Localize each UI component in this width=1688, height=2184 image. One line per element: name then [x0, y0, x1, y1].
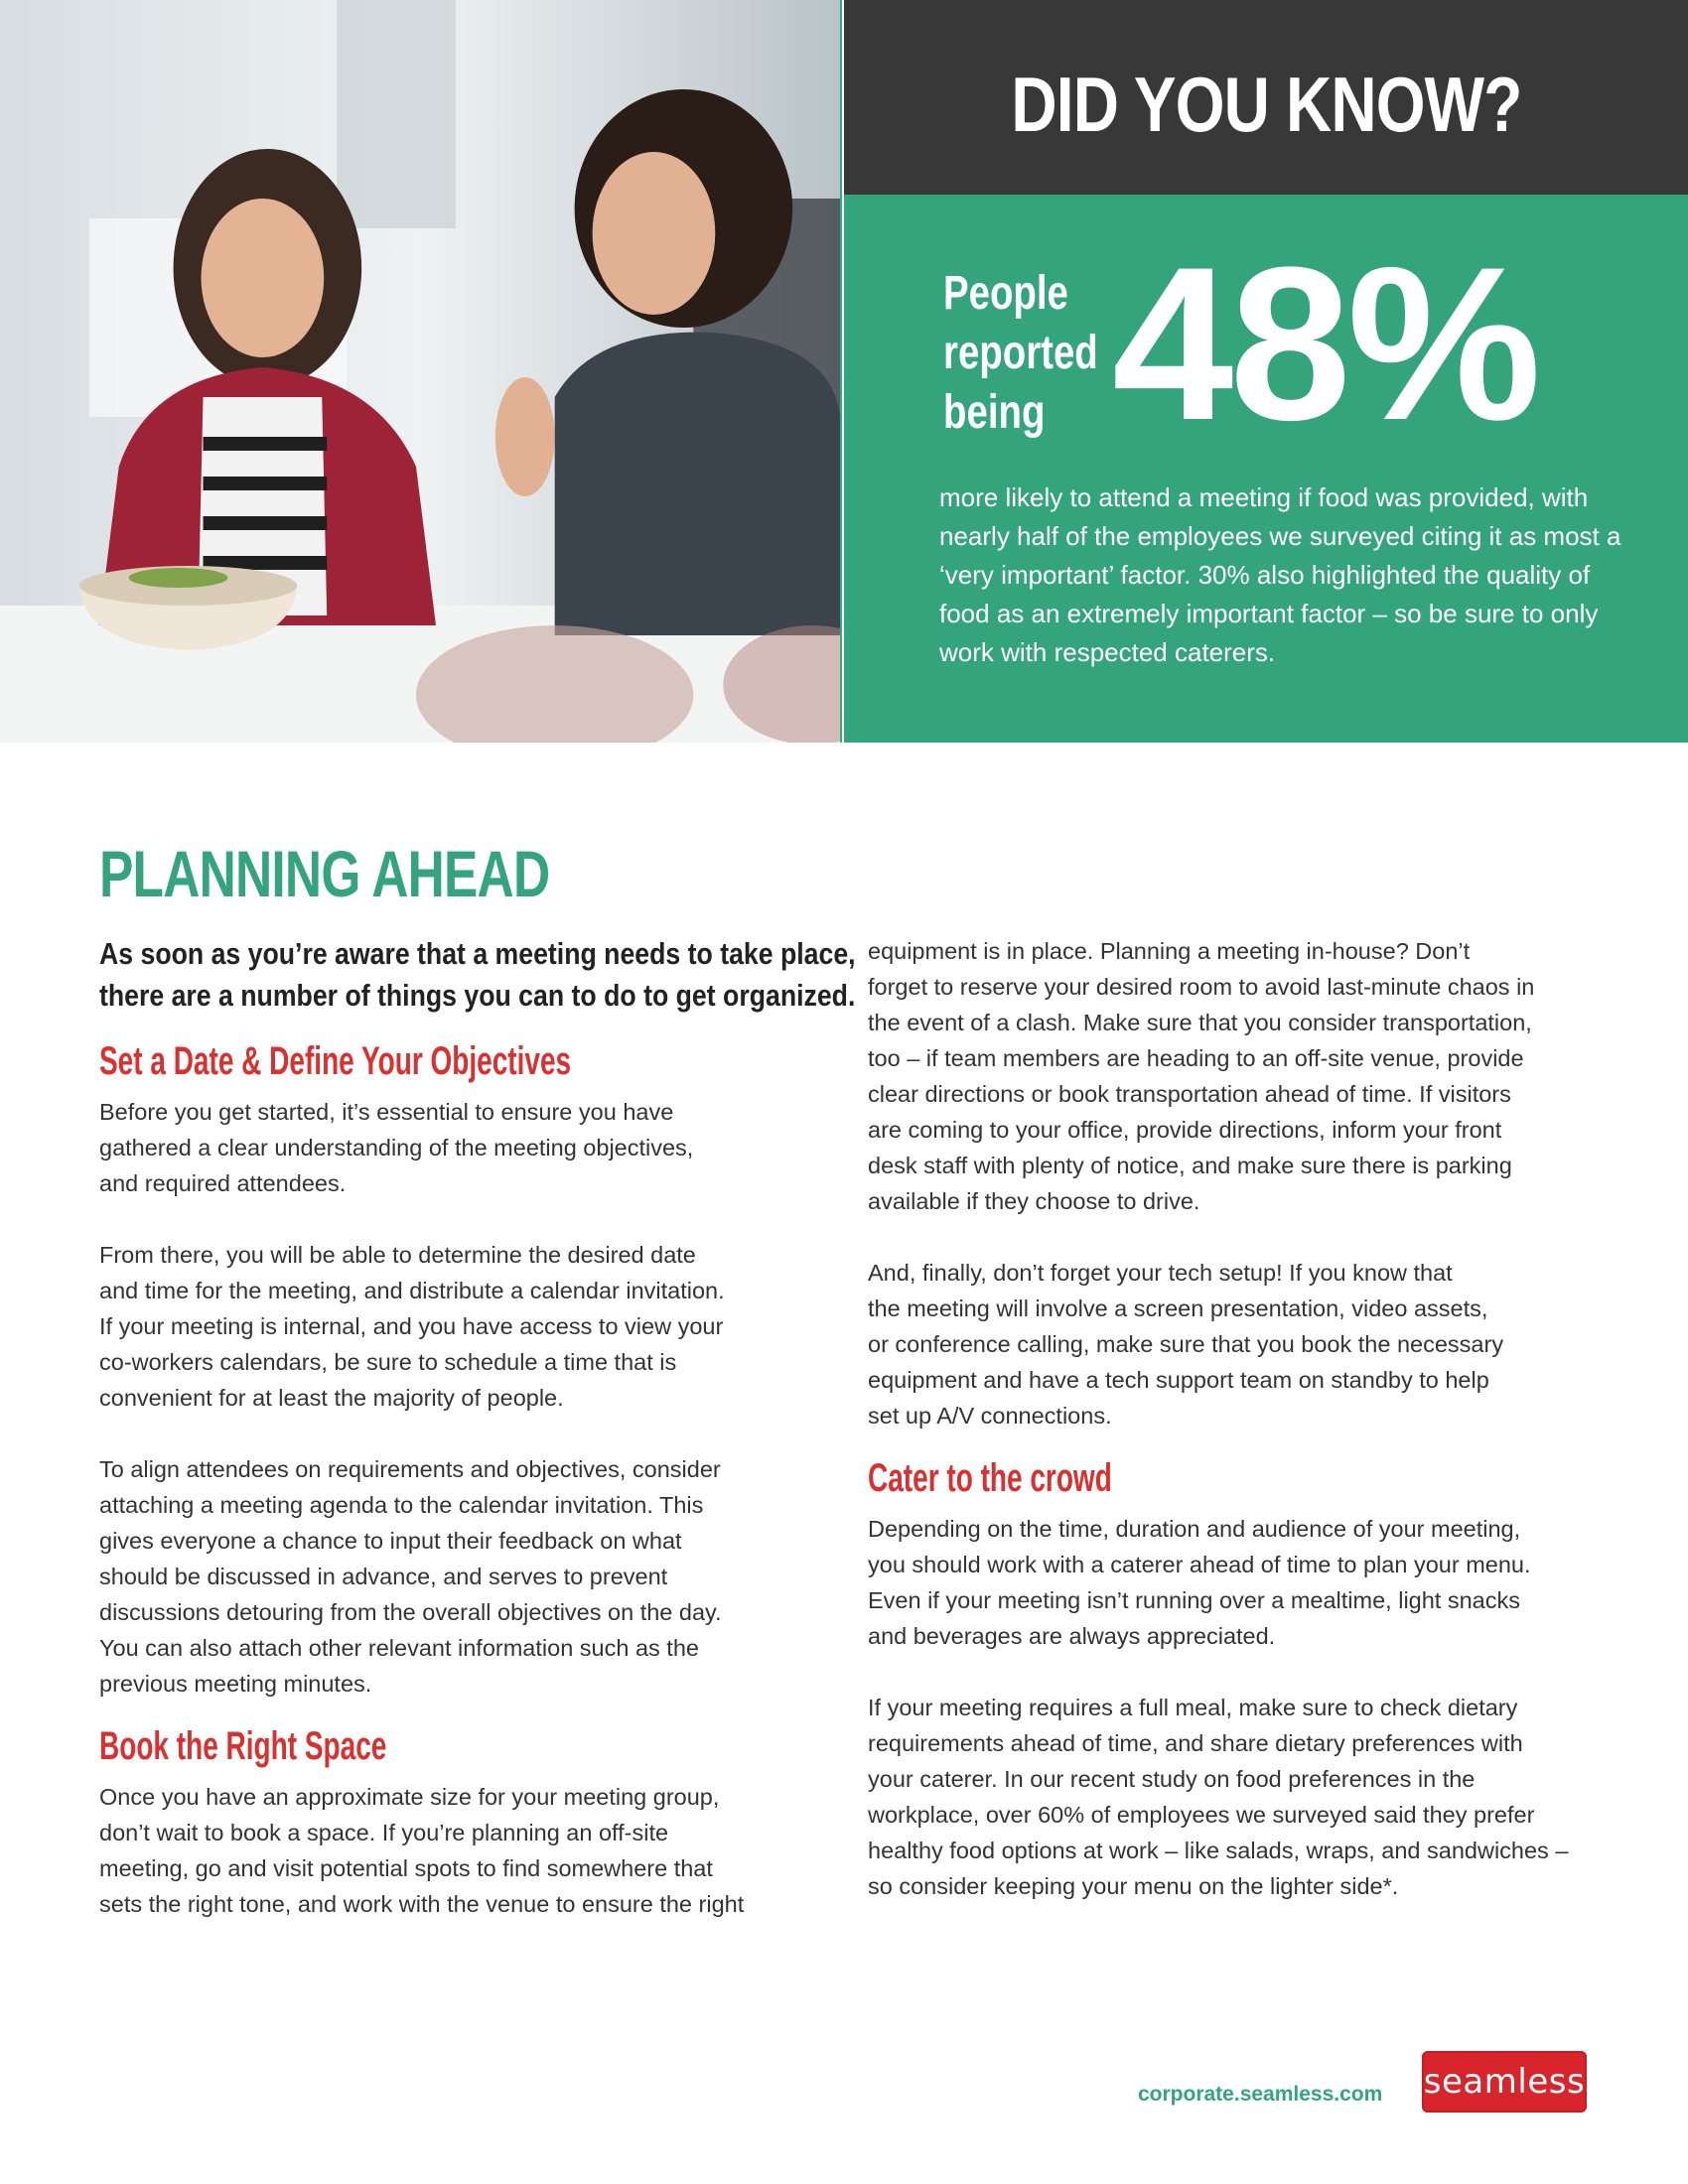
text-line: requirements ahead of time, and share dietary preferences with [868, 1730, 1523, 1756]
stat-lead-line: being [943, 386, 1046, 439]
intro-line: there are a number of things you can to do to get organized. [99, 978, 856, 1013]
text-line: desk staff with plenty of notice, and make sure there is parking [868, 1153, 1512, 1178]
paragraph [99, 1779, 824, 1922]
text-line: set up A/V connections. [868, 1403, 1112, 1429]
text-line: clear directions or book transportation ahead of time. If visitors [868, 1081, 1511, 1107]
did-you-know-panel [844, 195, 1688, 743]
text-line: To align attendees on requirements and objectives, consider [99, 1456, 721, 1482]
text-line: discussions detouring from the overall objectives on the day. [99, 1599, 722, 1625]
text-line: And, finally, don’t forget your tech setup! If you know that [868, 1260, 1453, 1286]
text-line: equipment is in place. Planning a meeting in-house? Don’t [868, 938, 1471, 964]
text-line: gathered a clear understanding of the meeting objectives, [99, 1135, 694, 1160]
text-line: so consider keeping your menu on the lighter side*. [868, 1873, 1399, 1899]
text-line: meeting, go and visit potential spots to find somewhere that [99, 1855, 713, 1881]
text-line: From there, you will be able to determine the desired date [99, 1242, 696, 1268]
text-line: and time for the meeting, and distribute a calendar invitation. [99, 1278, 725, 1303]
text-line: sets the right tone, and work with the venue to ensure the right [99, 1891, 745, 1917]
text-line: Once you have an approximate size for your meeting group, [99, 1784, 720, 1810]
paragraph [868, 1690, 1603, 1904]
paragraph [868, 933, 1603, 1219]
left-column [99, 933, 856, 1958]
text-line: gives everyone a chance to input their feedback on what [99, 1528, 682, 1554]
logo-text: seamless [1423, 2062, 1586, 2102]
text-line: or conference calling, make sure that you book the necessary [868, 1331, 1504, 1357]
right-column [868, 933, 1603, 1940]
text-line: the event of a clash. Make sure that you consider transportation, [868, 1010, 1532, 1035]
intro-line: As soon as you’re aware that a meeting needs to take place, [99, 936, 856, 971]
text-line: don’t wait to book a space. If you’re planning an off-site [99, 1820, 669, 1845]
text-line: available if they choose to drive. [868, 1188, 1200, 1214]
did-you-know-header [844, 0, 1688, 195]
text-line: Depending on the time, duration and audience of your meeting, [868, 1516, 1521, 1542]
text-line: the meeting will involve a screen presentation, video assets, [868, 1296, 1488, 1321]
stat-lead-line: reported [943, 327, 1098, 379]
text-line: healthy food options at work – like salads, wraps, and sandwiches – [868, 1838, 1569, 1863]
paragraph [99, 1094, 824, 1201]
text-line: you should work with a caterer ahead of time to plan your menu. [868, 1552, 1531, 1577]
text-line: co-workers calendars, be sure to schedule a time that is [99, 1349, 677, 1375]
text-line: workplace, over 60% of employees we surveyed said they prefer [868, 1802, 1535, 1828]
text-line: If your meeting requires a full meal, make sure to check dietary [868, 1695, 1518, 1720]
stat-value: 48% [1112, 221, 1538, 466]
text-line: too – if team members are heading to an off-site venue, provide [868, 1045, 1524, 1071]
text-line: should be discussed in advance, and serves to prevent [99, 1564, 668, 1589]
text-line: are coming to your office, provide directions, inform your front [868, 1117, 1502, 1143]
seamless-logo [1422, 2051, 1587, 2113]
section-title: PLANNING AHEAD [99, 837, 550, 910]
text-line: Even if your meeting isn’t running over a mealtime, light snacks [868, 1587, 1521, 1613]
text-line: forget to reserve your desired room to avoid last-minute chaos in [868, 974, 1535, 1000]
text-line: convenient for at least the majority of people. [99, 1385, 564, 1411]
text-line: If your meeting is internal, and you have access to view your [99, 1313, 724, 1339]
subheading-set-a-date: Set a Date & Define Your Objectives [99, 1039, 572, 1083]
intro-text [99, 933, 856, 1017]
text-line: previous meeting minutes. [99, 1671, 372, 1697]
stat-lead-line: People [943, 267, 1068, 320]
text-line: your caterer. In our recent study on food preferences in the [868, 1766, 1476, 1792]
text-line: Before you get started, it’s essential to ensure you have [99, 1099, 674, 1125]
paragraph [99, 1237, 824, 1416]
text-line: and beverages are always appreciated. [868, 1623, 1276, 1649]
text-line: You can also attach other relevant information such as the [99, 1635, 699, 1661]
stat-description: more likely to attend a meeting if food was provided, with nearly half of the employees we surveyed citing it as most a ‘very important’ factor. 30% also highlighted the quality of food as an extremely important factor – so be sure to only work with respected caterers. [939, 482, 1621, 667]
stat-lead [943, 264, 1134, 443]
paragraph [868, 1511, 1603, 1654]
subheading-cater: Cater to the crowd [868, 1456, 1112, 1500]
did-you-know-title: DID YOU KNOW? [1010, 60, 1522, 148]
footer-url-link[interactable]: corporate.seamless.com [1138, 2083, 1383, 2106]
text-line: and required attendees. [99, 1170, 347, 1196]
paragraph [99, 1451, 824, 1702]
paragraph [868, 1255, 1603, 1433]
text-line: attaching a meeting agenda to the calendar invitation. This [99, 1492, 704, 1518]
hero-photo [0, 0, 842, 743]
subheading-book-space: Book the Right Space [99, 1724, 387, 1768]
text-line: equipment and have a tech support team on standby to help [868, 1367, 1489, 1393]
